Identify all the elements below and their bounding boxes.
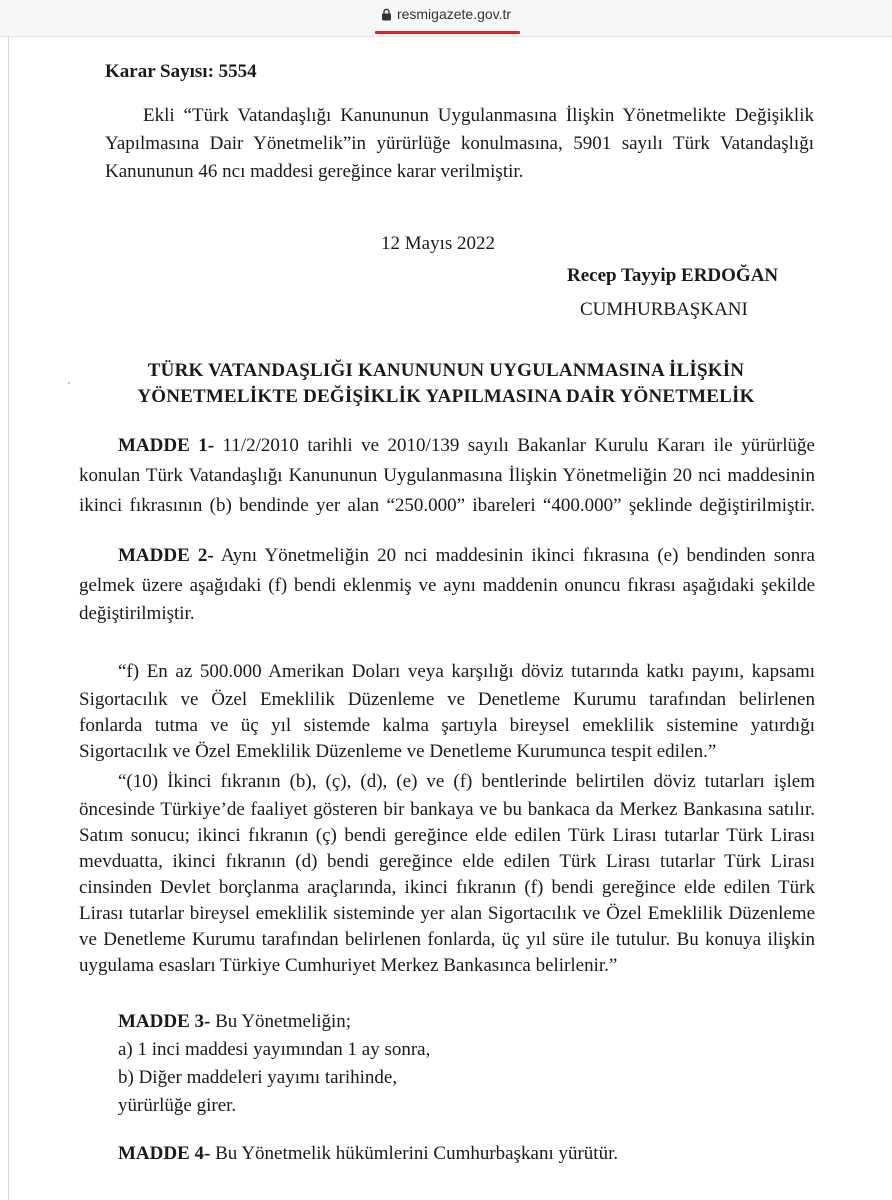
gazette-document xyxy=(0,36,892,1200)
quote-f-line-4: Sigortacılık ve Özel Emeklilik Düzenleme ve Denetleme Kurumunca tespit edilen.” xyxy=(79,741,717,762)
signatory-title: CUMHURBAŞKANI xyxy=(580,299,748,320)
decision-number: Karar Sayısı: 5554 xyxy=(105,61,257,82)
quote-10-line-2: öncesinde Türkiye’de faaliyet gösteren bir bankaya ve bu bankaca da Merkez Bankasına satılır. xyxy=(79,799,815,820)
lock-icon xyxy=(381,8,392,24)
quote-10-line-1: “(10) İkinci fıkranın (b), (ç), (d), (e) ve (f) bentlerinde belirtilen döviz tutarları işlem xyxy=(118,771,815,792)
article-3-text-1: Bu Yönetmeliğin; xyxy=(210,1011,352,1032)
url-text: resmigazete.gov.tr xyxy=(396,6,512,22)
article-2-label: MADDE 2- xyxy=(118,545,214,566)
decision-date: 12 Mayıs 2022 xyxy=(381,233,495,254)
intro-line-3: Kanununun 46 ncı maddesi gereğince karar verilmiştir. xyxy=(105,161,524,182)
article-3-label: MADDE 3- xyxy=(118,1011,211,1032)
url-display[interactable] xyxy=(0,6,892,24)
quote-f-line-1: “f) En az 500.000 Amerikan Doları veya karşılığı döviz tutarında katkı payını, kapsamı xyxy=(118,661,815,682)
quote-10-line-6: Lirası tutarlar bireysel emeklilik sisteminde yer alan Sigortacılık ve Özel Emeklilik Düzenleme xyxy=(79,903,815,924)
browser-address-bar[interactable] xyxy=(0,0,892,37)
article-3-line-1 xyxy=(118,1010,351,1034)
article-2-text-1: Aynı Yönetmeliğin 20 nci maddesinin ikinci fıkrasına (e) bendinden sonra xyxy=(213,545,815,566)
article-2-line-3: değiştirilmiştir. xyxy=(79,603,195,624)
regulation-title-line-2: YÖNETMELİKTE DEĞİŞİKLİK YAPILMASINA DAİR YÖNETMELİK xyxy=(137,386,755,407)
article-3-item-b: b) Diğer maddeleri yayımı tarihinde, xyxy=(118,1067,398,1088)
quote-10-line-8: uygulama esasları Türkiye Cumhuriyet Merkez Bankasınca belirlenir.” xyxy=(79,955,618,976)
quote-10-line-4: mevduatta, ikinci fıkranın (d) bendi gereğince elde edilen Türk Lirası tutarlar Türk Lirası xyxy=(79,851,815,872)
article-1-text-1: 11/2/2010 tarihli ve 2010/139 sayılı Bakanlar Kurulu Kararı ile yürürlüğe xyxy=(214,435,815,456)
article-1-line-1 xyxy=(118,434,815,458)
quote-10-line-3: Satım sonucu; ikinci fıkranın (ç) bendi gereğince elde edilen Türk Lirası tutarlar Türk Lirası xyxy=(79,825,815,846)
signatory-name: Recep Tayyip ERDOĞAN xyxy=(567,265,779,286)
article-3-item-a: a) 1 inci maddesi yayımından 1 ay sonra, xyxy=(118,1039,431,1060)
article-1-line-3: ikinci fıkrasının (b) bendinde yer alan “250.000” ibareleri “400.000” şeklinde değiştirilmiştir. xyxy=(79,495,815,516)
intro-line-2: Yapılmasına Dair Yönetmelik”in yürürlüğe konulmasına, 5901 sayılı Türk Vatandaşlığı xyxy=(105,133,814,154)
article-4-line xyxy=(118,1142,618,1166)
article-4-label: MADDE 4- xyxy=(118,1143,211,1164)
article-2-line-1 xyxy=(118,544,815,568)
article-4-text: Bu Yönetmelik hükümlerini Cumhurbaşkanı yürütür. xyxy=(210,1143,619,1164)
regulation-title-line-1: TÜRK VATANDAŞLIĞI KANUNUNUN UYGULANMASINA İLİŞKİN xyxy=(147,360,745,381)
quote-10-line-5: cinsinden Devlet borçlanma araçlarında, ikinci fıkranın (f) bendi gereğince elde edilen Türk xyxy=(79,877,815,898)
article-3-closing: yürürlüğe girer. xyxy=(118,1095,237,1116)
quote-f-line-3: fonlarda tutma ve üç yıl sistemde kalma şartıyla bireysel emeklilik sistemine yatırdığı xyxy=(79,715,815,736)
article-2-line-2: gelmek üzere aşağıdaki (f) bendi eklenmiş ve aynı maddenin onuncu fıkrası aşağıdaki şekilde xyxy=(79,575,815,596)
article-1-line-2: konulan Türk Vatandaşlığı Kanununun Uygulanmasına İlişkin Yönetmeliğin 20 nci maddesinin xyxy=(79,465,815,486)
scan-artifact xyxy=(68,382,70,384)
quote-f-line-2: Sigortacılık ve Özel Emeklilik Düzenleme ve Denetleme Kurumu tarafından belirlenen xyxy=(79,689,815,710)
page-load-progress xyxy=(375,31,520,34)
article-1-label: MADDE 1- xyxy=(118,435,215,456)
intro-line-1: Ekli “Türk Vatandaşlığı Kanununun Uygulanmasına İlişkin Yönetmelikte Değişiklik xyxy=(143,105,814,126)
quote-10-line-7: ve Denetleme Kurumu tarafından belirlenen fonlarda, üç yıl süre ile tutulur. Bu konuya ilişkin xyxy=(79,929,815,950)
